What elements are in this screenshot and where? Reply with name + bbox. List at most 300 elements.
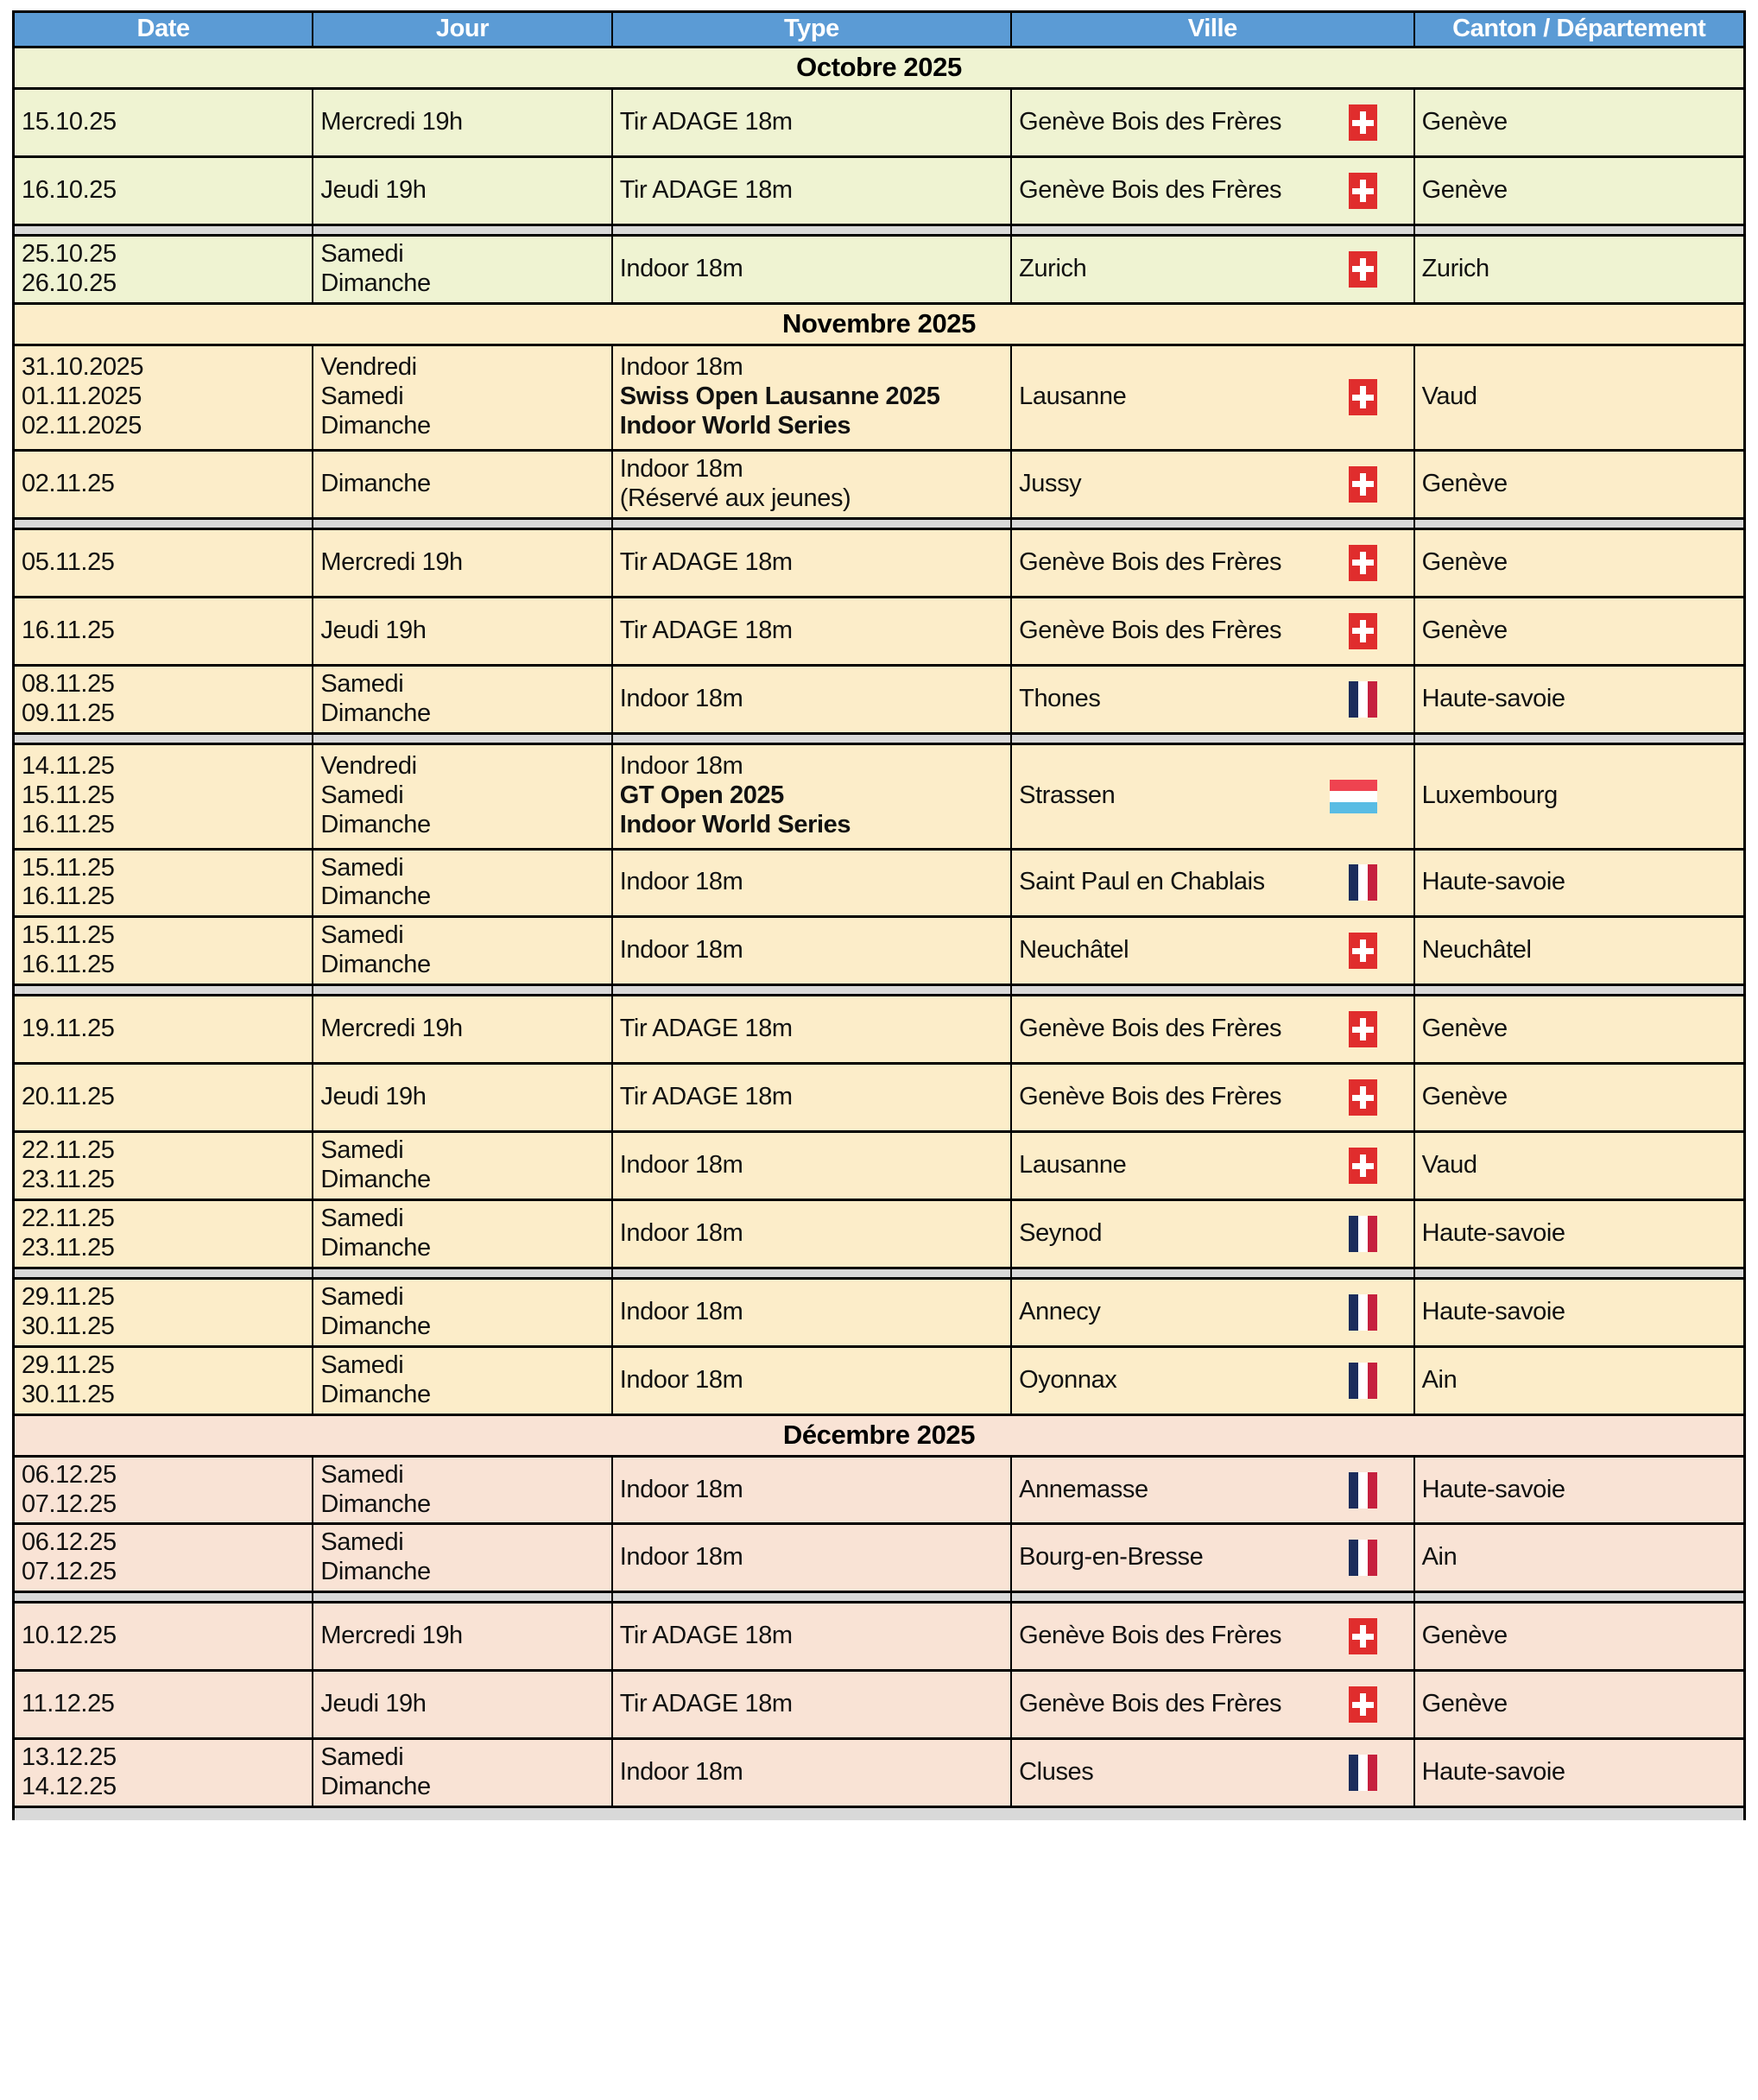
event-row xyxy=(15,1130,1743,1199)
bottom-partial-row xyxy=(12,1808,1746,1820)
date-cell xyxy=(15,1348,312,1414)
type-cell xyxy=(611,1348,1010,1414)
date-cell xyxy=(15,851,312,916)
day-cell xyxy=(312,158,610,224)
day-cell xyxy=(312,996,610,1062)
date-line: 15.11.25 xyxy=(22,781,115,810)
region-cell xyxy=(1413,667,1743,732)
type-cell xyxy=(611,1280,1010,1345)
day-cell xyxy=(312,851,610,916)
city-cell xyxy=(1010,745,1413,848)
type-line: Tir ADAGE 18m xyxy=(619,108,793,136)
day-line: Dimanche xyxy=(320,1490,431,1518)
france-flag-icon xyxy=(1349,1294,1377,1331)
type-cell xyxy=(611,530,1010,596)
type-line: Tir ADAGE 18m xyxy=(619,616,793,644)
region-cell xyxy=(1413,1065,1743,1130)
day-line: Samedi xyxy=(320,1460,404,1489)
column-header-ville: Ville xyxy=(1010,13,1413,46)
region-line: Haute-savoie xyxy=(1421,1475,1565,1503)
type-cell xyxy=(611,851,1010,916)
france-flag-icon xyxy=(1349,864,1377,901)
city-label: Lausanne xyxy=(1019,1151,1127,1180)
region-cell xyxy=(1413,996,1743,1062)
region-cell xyxy=(1413,237,1743,302)
date-cell xyxy=(15,1603,312,1669)
region-line: Genève xyxy=(1421,469,1508,497)
switzerland-flag-icon xyxy=(1349,1079,1377,1116)
column-header-canton: Canton / Département xyxy=(1413,13,1743,46)
event-row xyxy=(15,915,1743,984)
region-cell xyxy=(1413,158,1743,224)
spacer-cell xyxy=(15,1269,312,1277)
date-line: 13.12.25 xyxy=(22,1743,117,1772)
spacer-cell xyxy=(611,226,1010,234)
day-line: Samedi xyxy=(320,669,404,698)
date-line: 10.12.25 xyxy=(22,1622,117,1650)
date-line: 14.12.25 xyxy=(22,1773,117,1801)
date-cell xyxy=(15,598,312,664)
region-line: Luxembourg xyxy=(1421,781,1558,810)
type-cell xyxy=(611,996,1010,1062)
date-line: 29.11.25 xyxy=(22,1350,115,1379)
spacer-cell xyxy=(1010,735,1413,743)
city-cell xyxy=(1010,1065,1413,1130)
day-cell xyxy=(312,667,610,732)
day-line: Dimanche xyxy=(320,412,431,440)
date-line: 14.11.25 xyxy=(22,752,115,781)
date-line: 11.12.25 xyxy=(22,1690,115,1718)
spacer-cell xyxy=(312,735,610,743)
events-calendar-table xyxy=(12,10,1746,1808)
day-line: Samedi xyxy=(320,240,404,268)
type-cell xyxy=(611,667,1010,732)
city-cell xyxy=(1010,1603,1413,1669)
region-line: Genève xyxy=(1421,1622,1508,1650)
day-line: Dimanche xyxy=(320,1166,431,1194)
day-line: Vendredi xyxy=(320,353,417,382)
event-row xyxy=(15,234,1743,302)
day-cell xyxy=(312,1740,610,1806)
switzerland-flag-icon xyxy=(1349,1011,1377,1047)
region-line: Genève xyxy=(1421,108,1508,136)
day-line: Dimanche xyxy=(320,1558,431,1586)
region-line: Genève xyxy=(1421,616,1508,644)
day-line: Vendredi xyxy=(320,752,417,781)
region-line: Vaud xyxy=(1421,383,1477,411)
day-cell xyxy=(312,90,610,155)
date-cell xyxy=(15,1672,312,1737)
date-cell xyxy=(15,1280,312,1345)
spacer-row xyxy=(15,1591,1743,1601)
region-line: Zurich xyxy=(1421,254,1489,282)
day-cell xyxy=(312,530,610,596)
spacer-cell xyxy=(1413,1269,1743,1277)
region-cell xyxy=(1413,452,1743,517)
date-cell xyxy=(15,530,312,596)
day-line: Jeudi 19h xyxy=(320,1690,427,1718)
day-cell xyxy=(312,598,610,664)
city-cell xyxy=(1010,346,1413,449)
type-cell xyxy=(611,745,1010,848)
spacer-cell xyxy=(1010,1269,1413,1277)
spacer-cell xyxy=(1413,986,1743,994)
day-line: Samedi xyxy=(320,1350,404,1379)
city-cell xyxy=(1010,90,1413,155)
table-header-row xyxy=(15,13,1743,46)
event-row xyxy=(15,1522,1743,1591)
spacer-cell xyxy=(611,735,1010,743)
switzerland-flag-icon xyxy=(1349,1618,1377,1654)
spacer-cell xyxy=(611,520,1010,528)
switzerland-flag-icon xyxy=(1349,173,1377,209)
event-row xyxy=(15,994,1743,1062)
day-cell xyxy=(312,452,610,517)
city-label: Lausanne xyxy=(1019,383,1127,411)
date-cell xyxy=(15,745,312,848)
city-label: Oyonnax xyxy=(1019,1365,1117,1394)
city-label: Thones xyxy=(1019,684,1101,712)
day-cell xyxy=(312,1065,610,1130)
month-section-row xyxy=(15,46,1743,87)
type-line: Tir ADAGE 18m xyxy=(619,1622,793,1650)
france-flag-icon xyxy=(1349,1216,1377,1252)
region-line: Haute-savoie xyxy=(1421,1219,1565,1248)
region-cell xyxy=(1413,1280,1743,1345)
date-line: 07.12.25 xyxy=(22,1558,117,1586)
day-line: Dimanche xyxy=(320,951,431,979)
spacer-cell xyxy=(1413,226,1743,234)
event-row xyxy=(15,1601,1743,1669)
type-cell xyxy=(611,1672,1010,1737)
type-line: Indoor 18m xyxy=(619,1758,743,1787)
region-cell xyxy=(1413,1458,1743,1523)
city-cell xyxy=(1010,598,1413,664)
spacer-cell xyxy=(15,520,312,528)
type-line: GT Open 2025 xyxy=(619,781,784,810)
city-cell xyxy=(1010,452,1413,517)
region-line: Haute-savoie xyxy=(1421,868,1565,896)
region-cell xyxy=(1413,1133,1743,1199)
day-cell xyxy=(312,1133,610,1199)
date-line: 20.11.25 xyxy=(22,1083,115,1111)
city-label: Genève Bois des Frères xyxy=(1019,1690,1282,1718)
day-line: Samedi xyxy=(320,1136,404,1165)
city-cell xyxy=(1010,530,1413,596)
spacer-row xyxy=(15,224,1743,234)
column-header-type: Type xyxy=(611,13,1010,46)
spacer-row xyxy=(15,1267,1743,1277)
event-row xyxy=(15,743,1743,848)
type-line: Indoor 18m xyxy=(619,454,743,483)
day-line: Samedi xyxy=(320,781,404,810)
date-cell xyxy=(15,158,312,224)
type-line: Indoor World Series xyxy=(619,412,851,440)
date-line: 25.10.25 xyxy=(22,240,117,268)
event-row xyxy=(15,1277,1743,1345)
switzerland-flag-icon xyxy=(1349,379,1377,415)
date-cell xyxy=(15,1065,312,1130)
column-header-jour: Jour xyxy=(312,13,610,46)
france-flag-icon xyxy=(1349,1540,1377,1576)
day-line: Dimanche xyxy=(320,1233,431,1262)
city-label: Strassen xyxy=(1019,781,1116,810)
region-cell xyxy=(1413,1603,1743,1669)
city-label: Zurich xyxy=(1019,254,1087,282)
event-row xyxy=(15,1345,1743,1414)
spacer-cell xyxy=(1413,735,1743,743)
type-line: Indoor 18m xyxy=(619,353,743,382)
day-cell xyxy=(312,1603,610,1669)
column-header-date: Date xyxy=(15,13,312,46)
city-label: Genève Bois des Frères xyxy=(1019,547,1282,576)
date-line: 26.10.25 xyxy=(22,269,117,297)
region-line: Vaud xyxy=(1421,1151,1477,1180)
switzerland-flag-icon xyxy=(1349,545,1377,581)
city-label: Genève Bois des Frères xyxy=(1019,616,1282,644)
type-line: Indoor 18m xyxy=(619,936,743,965)
france-flag-icon xyxy=(1349,1363,1377,1399)
event-row xyxy=(15,848,1743,916)
event-row xyxy=(15,1062,1743,1130)
city-label: Jussy xyxy=(1019,469,1082,497)
day-cell xyxy=(312,237,610,302)
date-line: 02.11.25 xyxy=(22,469,115,497)
luxembourg-flag-icon xyxy=(1330,780,1377,813)
type-line: Indoor World Series xyxy=(619,810,851,838)
day-line: Samedi xyxy=(320,1743,404,1772)
day-line: Dimanche xyxy=(320,699,431,727)
date-line: 16.10.25 xyxy=(22,176,117,205)
type-cell xyxy=(611,1603,1010,1669)
day-line: Mercredi 19h xyxy=(320,1622,463,1650)
type-line: Indoor 18m xyxy=(619,254,743,282)
date-line: 06.12.25 xyxy=(22,1528,117,1557)
city-cell xyxy=(1010,1525,1413,1591)
day-cell xyxy=(312,1280,610,1345)
date-line: 22.11.25 xyxy=(22,1205,115,1233)
region-cell xyxy=(1413,90,1743,155)
region-line: Ain xyxy=(1421,1365,1458,1394)
region-line: Genève xyxy=(1421,1690,1508,1718)
date-line: 23.11.25 xyxy=(22,1166,115,1194)
day-line: Samedi xyxy=(320,1205,404,1233)
spacer-cell xyxy=(611,1593,1010,1601)
switzerland-flag-icon xyxy=(1349,251,1377,288)
type-cell xyxy=(611,90,1010,155)
region-cell xyxy=(1413,918,1743,984)
date-line: 08.11.25 xyxy=(22,669,115,698)
city-label: Annecy xyxy=(1019,1297,1101,1325)
switzerland-flag-icon xyxy=(1349,104,1377,141)
spacer-cell xyxy=(312,1593,610,1601)
region-cell xyxy=(1413,1201,1743,1267)
date-line: 15.11.25 xyxy=(22,853,115,882)
region-line: Haute-savoie xyxy=(1421,684,1565,712)
month-section-label: Novembre 2025 xyxy=(781,308,976,339)
day-cell xyxy=(312,1525,610,1591)
city-label: Genève Bois des Frères xyxy=(1019,176,1282,205)
date-cell xyxy=(15,1458,312,1523)
type-line: (Réservé aux jeunes) xyxy=(619,484,851,512)
date-line: 16.11.25 xyxy=(22,616,115,644)
date-line: 30.11.25 xyxy=(22,1312,115,1340)
date-cell xyxy=(15,1525,312,1591)
region-line: Haute-savoie xyxy=(1421,1297,1565,1325)
type-line: Indoor 18m xyxy=(619,752,743,781)
date-line: 29.11.25 xyxy=(22,1282,115,1311)
spacer-cell xyxy=(611,986,1010,994)
day-line: Jeudi 19h xyxy=(320,176,427,205)
city-label: Genève Bois des Frères xyxy=(1019,1622,1282,1650)
spacer-cell xyxy=(15,735,312,743)
day-cell xyxy=(312,1672,610,1737)
type-line: Swiss Open Lausanne 2025 xyxy=(619,383,940,411)
type-line: Indoor 18m xyxy=(619,684,743,712)
date-line: 07.12.25 xyxy=(22,1490,117,1518)
day-line: Samedi xyxy=(320,853,404,882)
spacer-cell xyxy=(312,986,610,994)
day-cell xyxy=(312,1348,610,1414)
city-cell xyxy=(1010,667,1413,732)
day-line: Samedi xyxy=(320,921,404,950)
spacer-cell xyxy=(1010,520,1413,528)
date-line: 22.11.25 xyxy=(22,1136,115,1165)
city-cell xyxy=(1010,237,1413,302)
day-cell xyxy=(312,1201,610,1267)
spacer-cell xyxy=(15,986,312,994)
spacer-row xyxy=(15,517,1743,528)
date-cell xyxy=(15,1133,312,1199)
type-line: Tir ADAGE 18m xyxy=(619,547,793,576)
switzerland-flag-icon xyxy=(1349,933,1377,969)
month-section-label: Octobre 2025 xyxy=(796,52,962,83)
day-cell xyxy=(312,745,610,848)
france-flag-icon xyxy=(1349,1472,1377,1509)
city-cell xyxy=(1010,1672,1413,1737)
city-cell xyxy=(1010,1280,1413,1345)
date-line: 15.10.25 xyxy=(22,108,117,136)
switzerland-flag-icon xyxy=(1349,613,1377,649)
region-cell xyxy=(1413,1672,1743,1737)
day-line: Dimanche xyxy=(320,269,431,297)
region-cell xyxy=(1413,1348,1743,1414)
spacer-cell xyxy=(312,226,610,234)
type-line: Indoor 18m xyxy=(619,868,743,896)
switzerland-flag-icon xyxy=(1349,466,1377,503)
event-row xyxy=(15,1737,1743,1806)
day-line: Dimanche xyxy=(320,1380,431,1408)
type-cell xyxy=(611,346,1010,449)
date-line: 16.11.25 xyxy=(22,951,115,979)
event-row xyxy=(15,1669,1743,1737)
spacer-cell xyxy=(15,226,312,234)
event-row xyxy=(15,664,1743,732)
city-cell xyxy=(1010,158,1413,224)
city-cell xyxy=(1010,1201,1413,1267)
city-cell xyxy=(1010,1348,1413,1414)
city-cell xyxy=(1010,851,1413,916)
type-cell xyxy=(611,452,1010,517)
region-line: Ain xyxy=(1421,1543,1458,1572)
switzerland-flag-icon xyxy=(1349,1148,1377,1184)
day-line: Mercredi 19h xyxy=(320,547,463,576)
date-cell xyxy=(15,667,312,732)
region-cell xyxy=(1413,745,1743,848)
date-line: 15.11.25 xyxy=(22,921,115,950)
spacer-row xyxy=(15,984,1743,994)
region-line: Genève xyxy=(1421,1015,1508,1043)
switzerland-flag-icon xyxy=(1349,1686,1377,1723)
spacer-row xyxy=(15,732,1743,743)
region-cell xyxy=(1413,598,1743,664)
city-label: Bourg-en-Bresse xyxy=(1019,1543,1204,1572)
date-cell xyxy=(15,1201,312,1267)
spacer-cell xyxy=(312,1269,610,1277)
region-line: Haute-savoie xyxy=(1421,1758,1565,1787)
event-row xyxy=(15,1199,1743,1267)
region-cell xyxy=(1413,530,1743,596)
region-cell xyxy=(1413,1525,1743,1591)
date-line: 05.11.25 xyxy=(22,547,115,576)
type-cell xyxy=(611,158,1010,224)
date-cell xyxy=(15,996,312,1062)
day-line: Jeudi 19h xyxy=(320,1083,427,1111)
france-flag-icon xyxy=(1349,1755,1377,1791)
date-line: 06.12.25 xyxy=(22,1460,117,1489)
type-line: Indoor 18m xyxy=(619,1297,743,1325)
city-cell xyxy=(1010,1458,1413,1523)
date-line: 23.11.25 xyxy=(22,1233,115,1262)
region-cell xyxy=(1413,1740,1743,1806)
day-line: Samedi xyxy=(320,1282,404,1311)
spacer-cell xyxy=(1010,1593,1413,1601)
date-cell xyxy=(15,237,312,302)
date-cell xyxy=(15,346,312,449)
type-cell xyxy=(611,918,1010,984)
day-line: Mercredi 19h xyxy=(320,108,463,136)
day-line: Dimanche xyxy=(320,1312,431,1340)
date-cell xyxy=(15,918,312,984)
spacer-cell xyxy=(312,520,610,528)
event-row xyxy=(15,449,1743,517)
city-label: Saint Paul en Chablais xyxy=(1019,868,1265,896)
region-line: Genève xyxy=(1421,1083,1508,1111)
day-cell xyxy=(312,1458,610,1523)
france-flag-icon xyxy=(1349,681,1377,718)
day-line: Dimanche xyxy=(320,882,431,911)
event-row xyxy=(15,155,1743,224)
type-line: Indoor 18m xyxy=(619,1543,743,1572)
type-cell xyxy=(611,1133,1010,1199)
date-line: 09.11.25 xyxy=(22,699,115,727)
type-cell xyxy=(611,1525,1010,1591)
type-cell xyxy=(611,1065,1010,1130)
city-label: Genève Bois des Frères xyxy=(1019,1083,1282,1111)
type-cell xyxy=(611,1740,1010,1806)
day-line: Samedi xyxy=(320,383,404,411)
day-line: Dimanche xyxy=(320,810,431,838)
day-line: Dimanche xyxy=(320,1773,431,1801)
type-line: Tir ADAGE 18m xyxy=(619,176,793,205)
day-cell xyxy=(312,346,610,449)
type-line: Indoor 18m xyxy=(619,1365,743,1394)
date-line: 31.10.2025 xyxy=(22,353,144,382)
city-cell xyxy=(1010,1740,1413,1806)
region-line: Neuchâtel xyxy=(1421,936,1532,965)
event-row xyxy=(15,87,1743,155)
event-row xyxy=(15,1455,1743,1523)
